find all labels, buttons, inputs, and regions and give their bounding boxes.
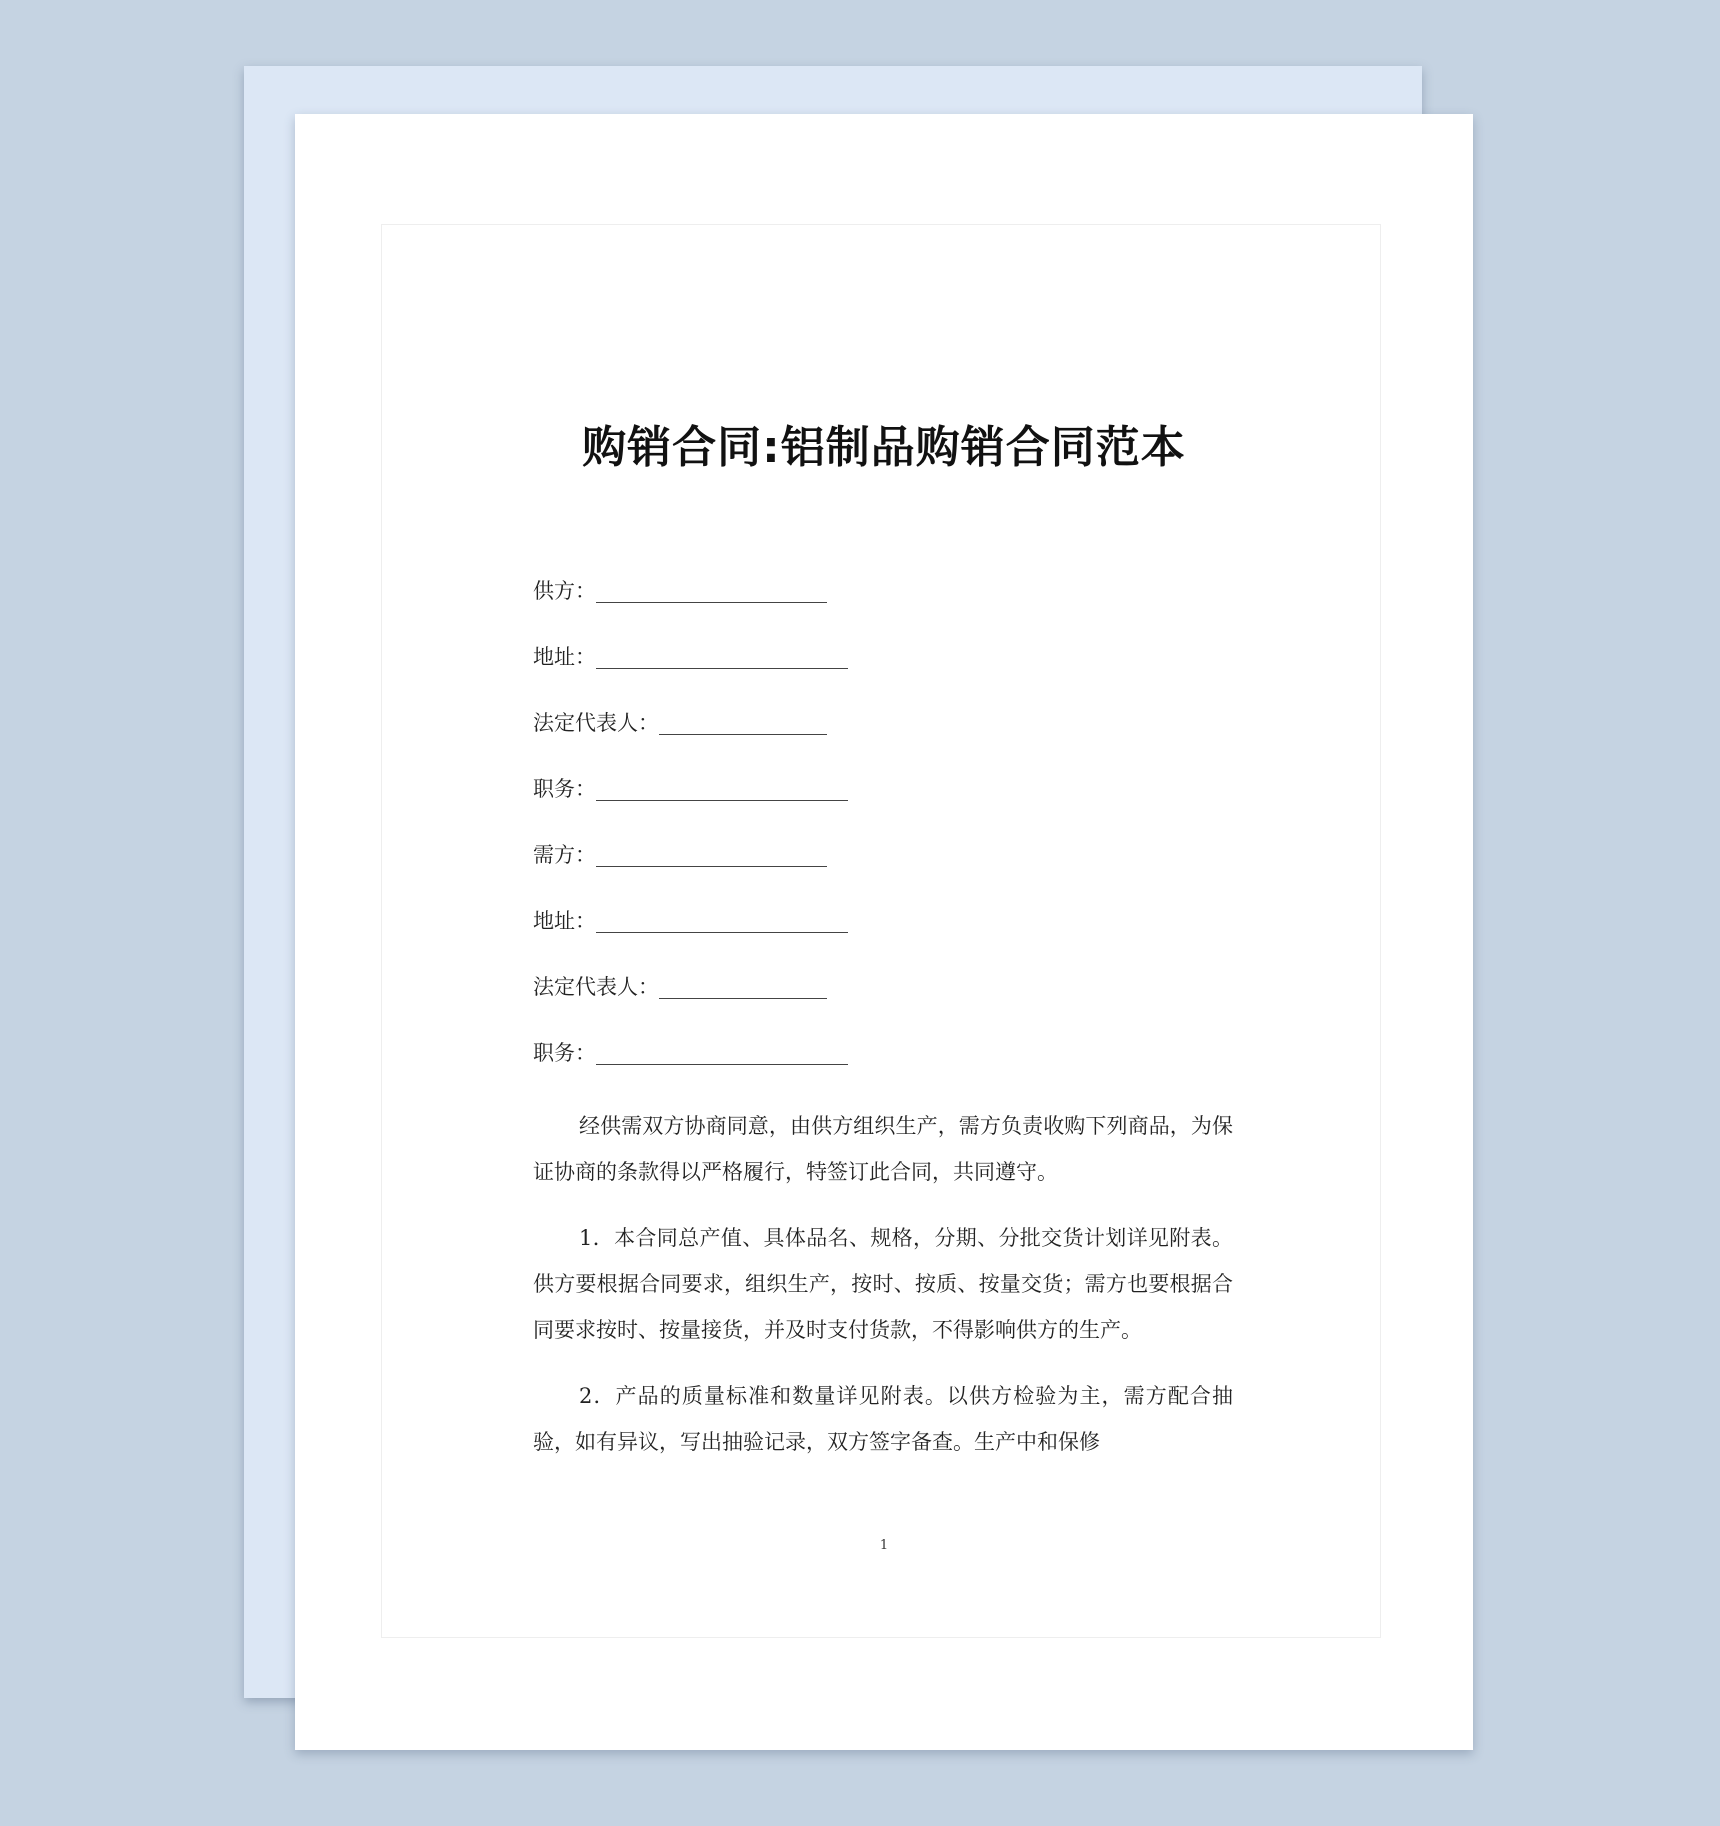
buyer-address-field: 地址：________________________ xyxy=(533,909,848,933)
clause-2-paragraph: 2．产品的质量标准和数量详见附表。以供方检验为主，需方配合抽验，如有异议，写出抽验记录，双方签字备查。生产中和保修 xyxy=(533,1384,1233,1454)
party-info-fields xyxy=(533,576,1233,1104)
supplier-address-field: 地址：________________________ xyxy=(533,645,848,669)
page-number: 1 xyxy=(879,1538,889,1553)
buyer-field: 需方：______________________ xyxy=(533,843,827,867)
intro-paragraph: 经供需双方协商同意，由供方组织生产，需方负责收购下列商品，为保证协商的条款得以严格履行，特签订此合同，共同遵守。 xyxy=(533,1114,1233,1184)
contract-body xyxy=(533,1103,1233,1485)
document-title: 购销合同:铝制品购销合同范本 xyxy=(582,422,1186,473)
supplier-legal-rep-field: 法定代表人：________________ xyxy=(533,711,827,735)
supplier-field: 供方：______________________ xyxy=(533,579,827,603)
document-page xyxy=(295,114,1473,1750)
buyer-legal-rep-field: 法定代表人：________________ xyxy=(533,975,827,999)
clause-1-paragraph: 1．本合同总产值、具体品名、规格，分期、分批交货计划详见附表。供方要根据合同要求，组织生产，按时、按质、按量交货；需方也要根据合同要求按时、按量接货，并及时支付货款，不得影响供方的生产。 xyxy=(533,1226,1233,1342)
supplier-position-field: 职务：________________________ xyxy=(533,777,848,801)
buyer-position-field: 职务：________________________ xyxy=(533,1041,848,1065)
